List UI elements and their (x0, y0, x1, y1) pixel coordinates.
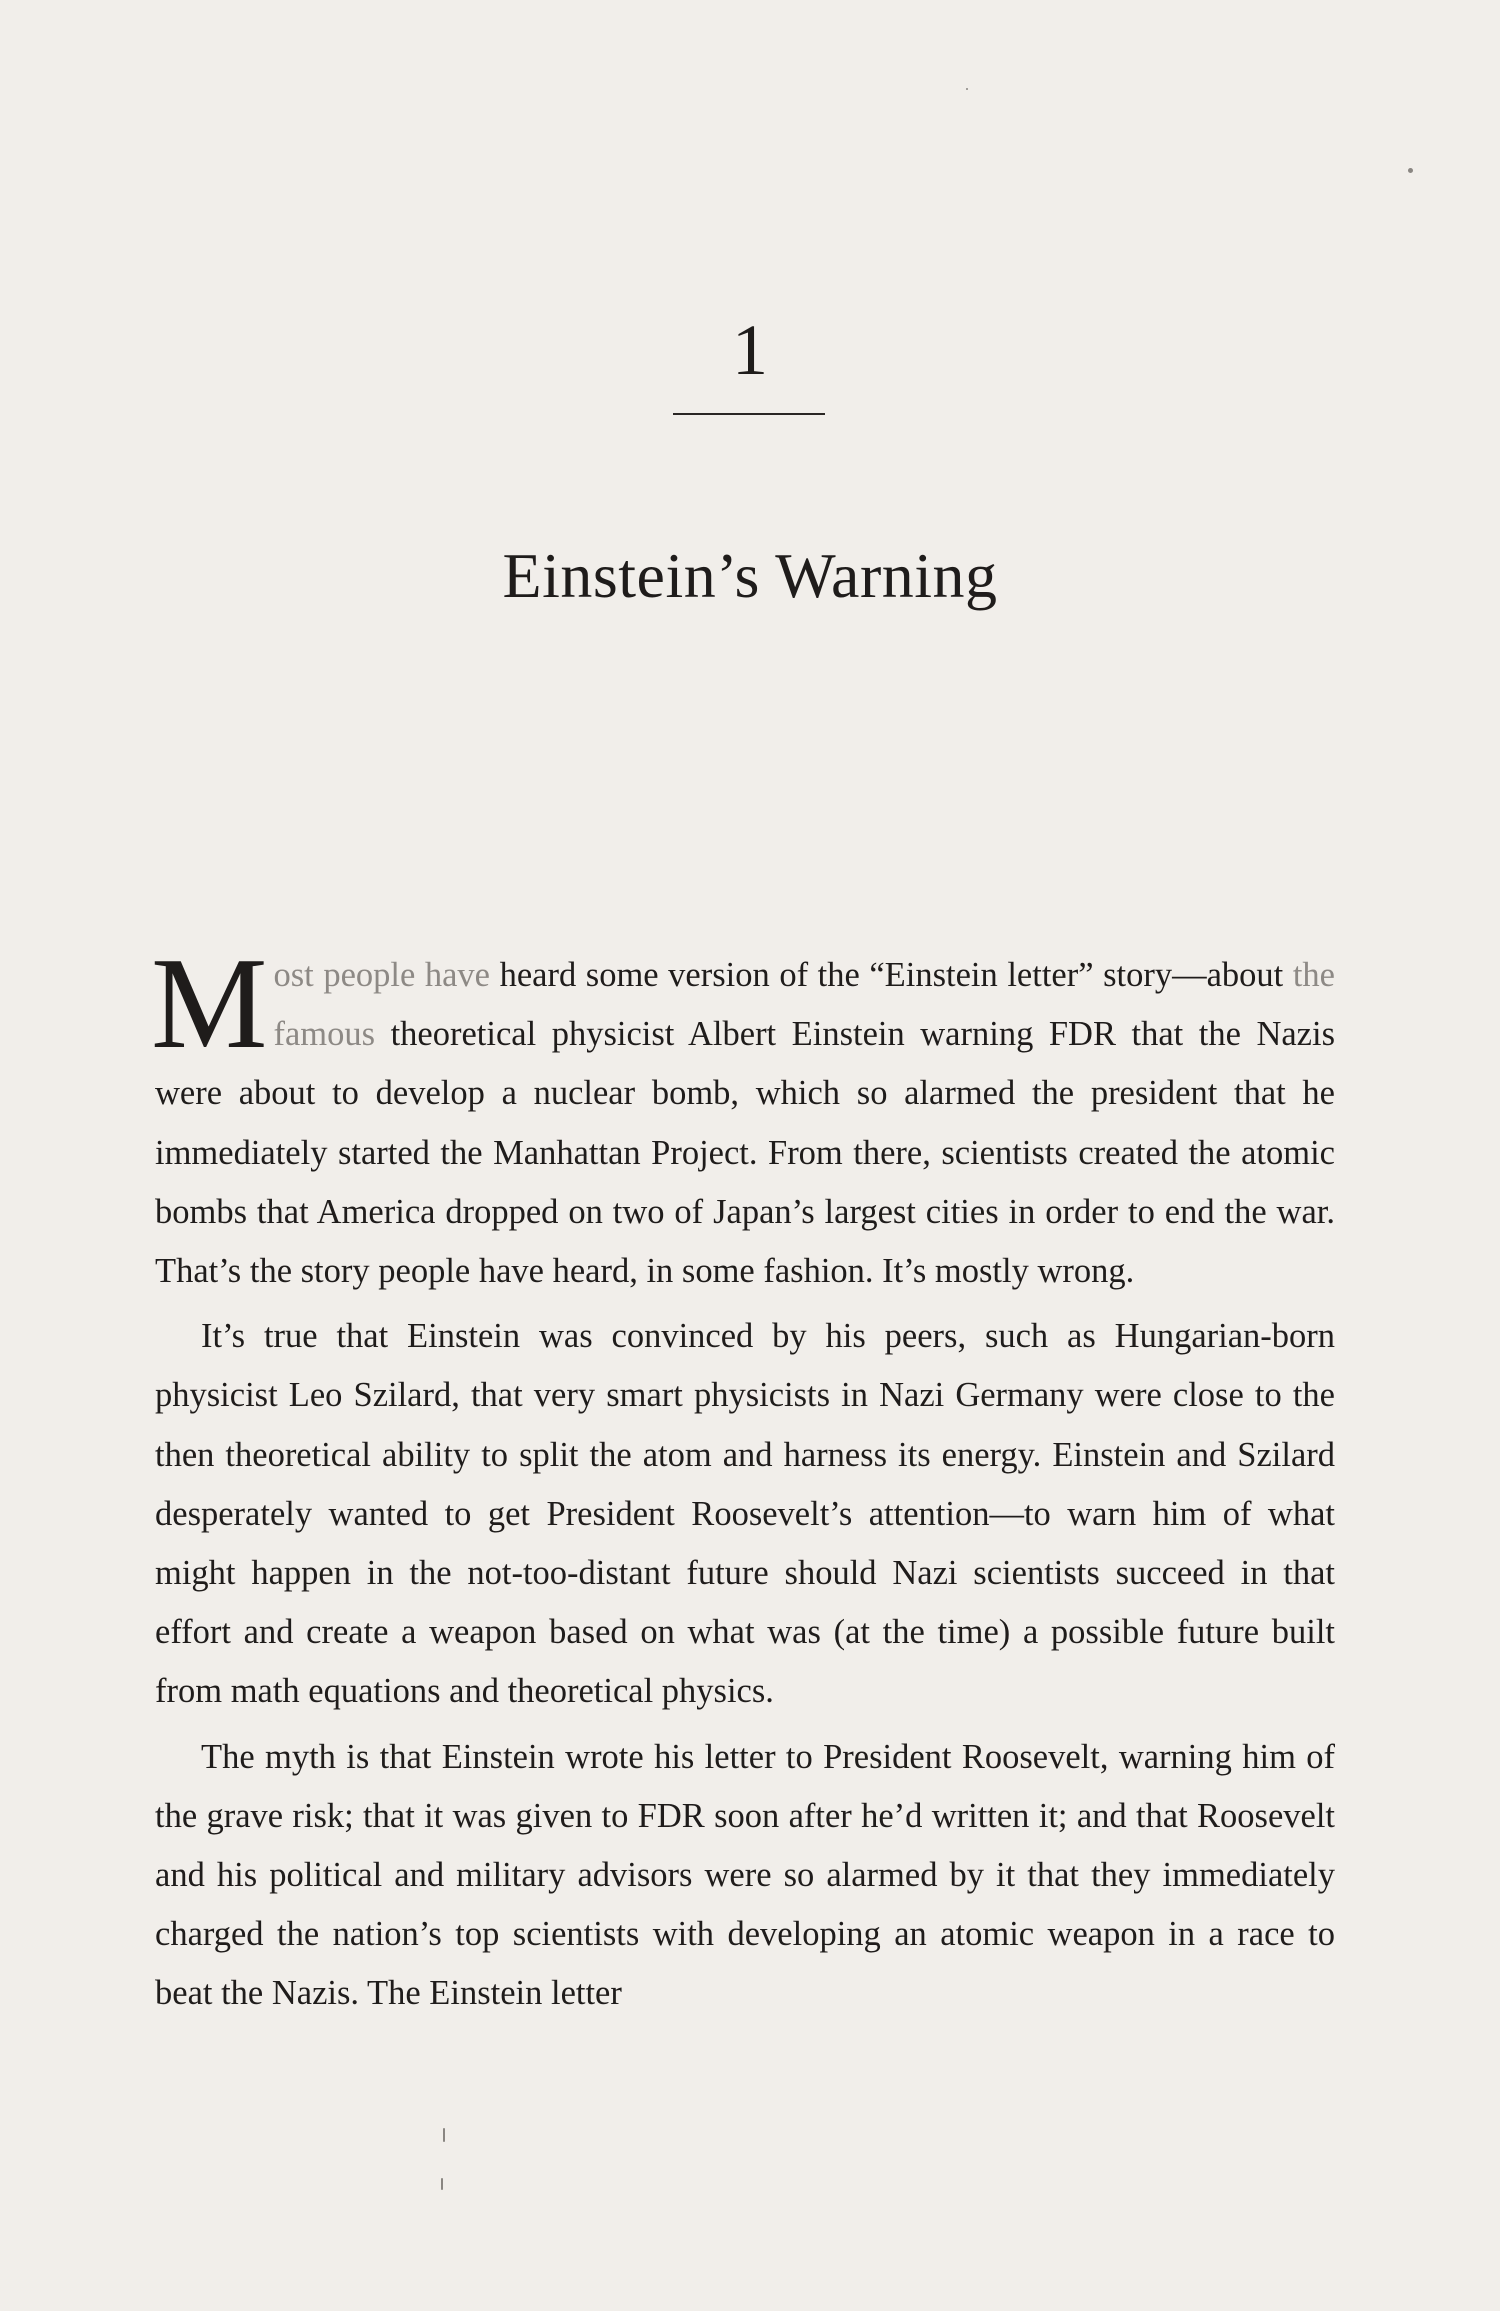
body-paragraph-1 (151, 931, 1335, 1301)
chapter-body (151, 931, 1335, 2030)
scan-speck (443, 2128, 445, 2142)
drop-cap: M (151, 931, 268, 1076)
scan-speck (1408, 168, 1413, 173)
paragraph-text: heard some version of the “Einstein letter” story—about (490, 956, 1293, 994)
chapter-number-rule (673, 413, 825, 415)
scan-speck (441, 2178, 443, 2190)
chapter-title: Einstein’s Warning (502, 540, 998, 611)
scan-speck (966, 88, 968, 90)
paragraph-text: theoretical physicist Albert Einstein warning FDR that the Nazis were about to develop a nuclear bomb, which so alarmed the president that he immediately started the Manhattan Project. From there, scientists created the atomic bombs that America dropped on two of Japan’s largest cities in order to end the war. That’s the story people have heard, in some fashion. It’s mostly wrong. (155, 1015, 1335, 1291)
body-paragraph-3: The myth is that Einstein wrote his letter to President Roosevelt, warning him of the grave risk; that it was given to FDR soon after he’d written it; and that Roosevelt and his political and military advisors were so alarmed by it that they immediately charged the nation’s top scientists with developing an atomic weapon in a race to beat the Nazis. The Einstein letter (155, 1737, 1335, 2013)
chapter-number: 1 (732, 310, 768, 390)
faded-text: the famous (273, 956, 1335, 1054)
faded-text: ost people have (273, 956, 490, 994)
body-paragraph-2: It’s true that Einstein was convinced by his peers, such as Hungarian-born physicist Leo Szilard, that very smart physicists in Nazi Germany were close to the then theoretical ability to split the atom and harness its energy. Einstein and Szilard desperately wanted to get President Roosevelt’s attention—to warn him of what might happen in the not-too-distant future should Nazi scientists succeed in that effort and create a weapon based on what was (at the time) a possible future built from math equations and theoretical physics. (155, 1317, 1335, 1711)
